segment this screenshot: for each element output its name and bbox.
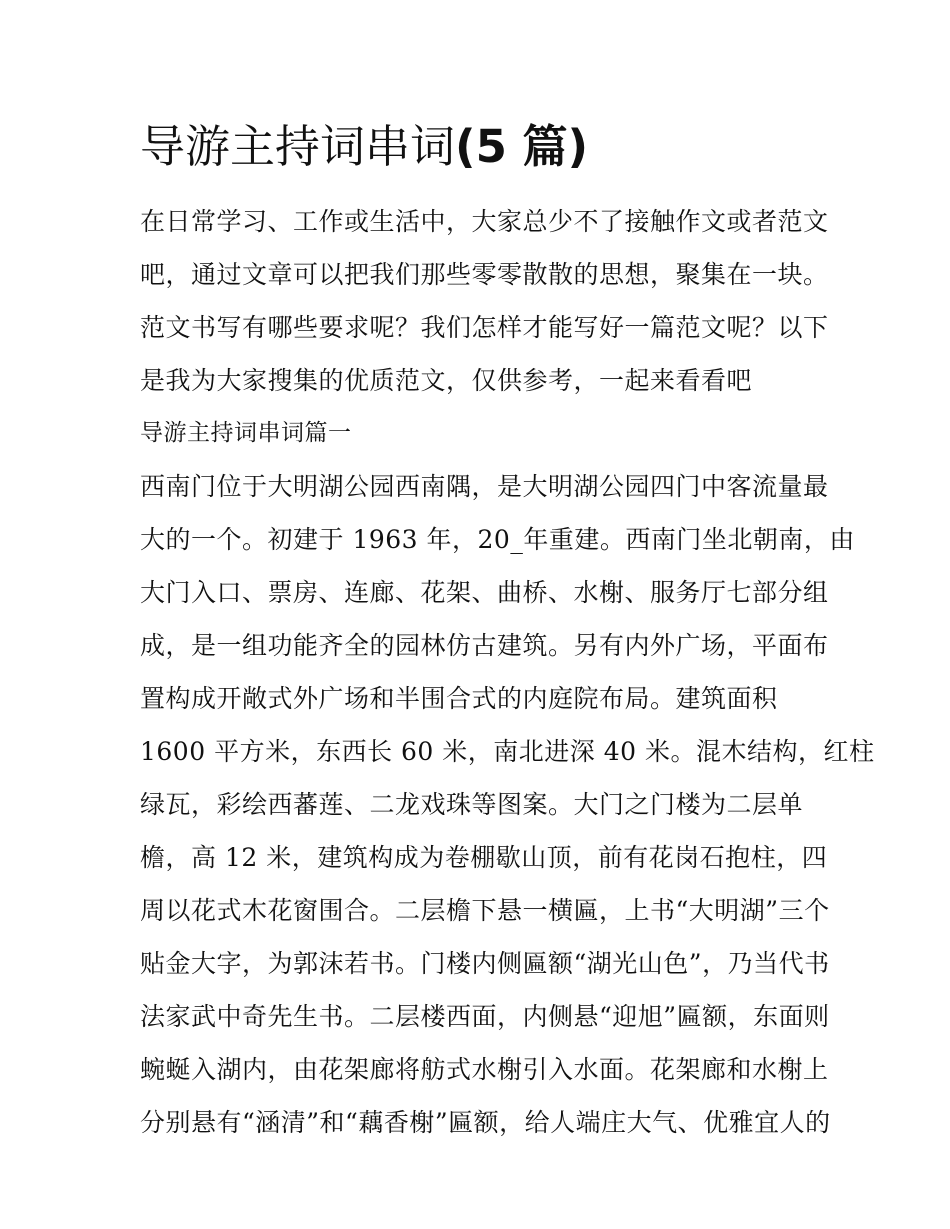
section-line: 分别悬有“涵清”和“藕香榭”匾额，给人端庄大气、优雅宜人的 [140,1108,831,1137]
section-line: 贴金大字，为郭沫若书。门楼内侧匾额“湖光山色”，乃当代书 [140,949,830,978]
section-line: 1600 平方米，东西长 60 米，南北进深 40 米。混木结构，红柱 [140,737,875,766]
section-line: 成，是一组功能齐全的园林仿古建筑。另有内外广场，平面布 [140,631,829,660]
intro-line: 是我为大家搜集的优质范文，仅供参考，一起来看看吧 [140,366,753,395]
section-line: 大门入口、票房、连廊、花架、曲桥、水榭、服务厅七部分组 [140,578,829,607]
section-line: 置构成开敞式外广场和半围合式的内庭院布局。建筑面积 [140,684,778,713]
document-title [140,116,588,178]
section-line: 周以花式木花窗围合。二层檐下悬一横匾，上书“大明湖”三个 [140,896,830,925]
section-line: 法家武中奇先生书。二层楼西面，内侧悬“迎旭”匾额，东面则 [140,1002,830,1031]
section-line: 西南门位于大明湖公园西南隅，是大明湖公园四门中客流量最 [140,472,829,501]
section-heading: 导游主持词串词篇一 [140,420,352,446]
title-suffix: (5 篇) [455,120,589,173]
intro-line: 在日常学习、工作或生活中，大家总少不了接触作文或者范文 [140,207,829,236]
section-line: 蜿蜒入湖内，由花架廊将舫式水榭引入水面。花架廊和水榭上 [140,1055,829,1084]
section-line: 大的一个。初建于 1963 年，20_年重建。西南门坐北朝南，由 [140,525,855,554]
intro-line: 吧，通过文章可以把我们那些零零散散的思想，聚集在一块。 [140,260,829,289]
document-body [140,195,875,1149]
section-line: 檐，高 12 米，建筑构成为卷棚歇山顶，前有花岗石抱柱，四 [140,843,828,872]
title-main: 导游主持词串词 [140,120,456,173]
intro-line: 范文书写有哪些要求呢？我们怎样才能写好一篇范文呢？以下 [140,313,829,342]
section-line: 绿瓦，彩绘西蕃莲、二龙戏珠等图案。大门之门楼为二层单 [140,790,804,819]
